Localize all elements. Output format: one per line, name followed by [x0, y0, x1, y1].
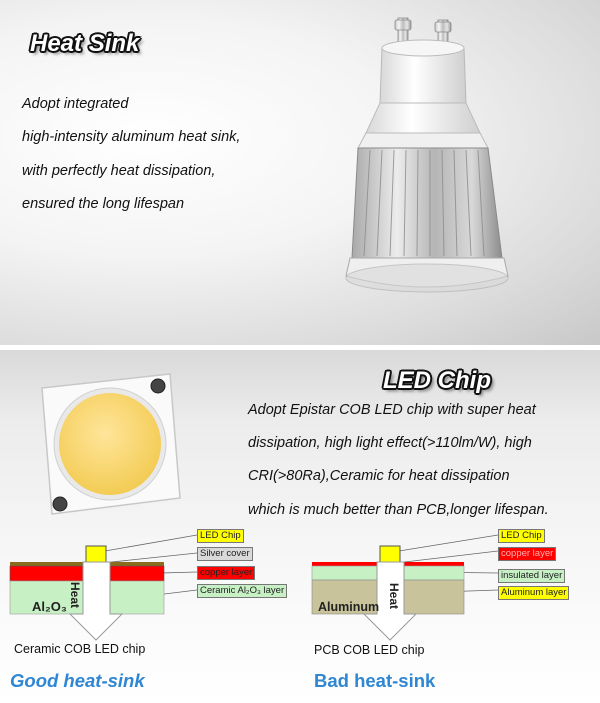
ceramic-label-silver-cover: Silver cover — [197, 547, 253, 561]
heat-sink-title: Heat Sink — [30, 30, 140, 57]
pcb-substrate-label: Aluminum — [318, 600, 380, 614]
heat-sink-line-1: Adopt integrated — [22, 96, 129, 112]
pcb-label-insulated-layer: insulated layer — [498, 569, 565, 583]
heat-sink-line-2: high-intensity aluminum heat sink, — [22, 129, 241, 145]
gu10-bulb-image — [330, 8, 530, 308]
bad-heat-sink-label: Bad heat-sink — [314, 670, 436, 691]
ceramic-substrate-label: Al₂O₃ — [32, 599, 67, 614]
heat-sink-line-3: with perfectly heat dissipation, — [22, 163, 216, 179]
led-chip-line-1: Adopt Epistar COB LED chip with super heat — [248, 402, 536, 418]
led-chip-panel — [0, 350, 600, 703]
pcb-caption: PCB COB LED chip — [314, 643, 425, 657]
ceramic-label-copper-layer: copper layer — [197, 566, 255, 580]
ceramic-caption: Ceramic COB LED chip — [14, 642, 146, 656]
ceramic-label-ceramic-layer: Ceramic Al₂O₃ layer — [197, 584, 287, 598]
led-chip-line-3: CRI(>80Ra),Ceramic for heat dissipation — [248, 468, 510, 484]
pcb-label-aluminum-layer: Aluminum layer — [498, 586, 569, 600]
heat-sink-panel — [0, 0, 600, 345]
led-chip-title: LED Chip — [383, 367, 491, 394]
pcb-label-copper-layer: copper layer — [498, 547, 556, 561]
good-heat-sink-label: Good heat-sink — [10, 670, 145, 691]
ceramic-heat-label: Heat — [68, 582, 82, 609]
pcb-label-led-chip: LED Chip — [498, 529, 545, 543]
heat-sink-line-4: ensured the long lifespan — [22, 196, 185, 212]
ceramic-label-led-chip: LED Chip — [197, 529, 244, 543]
led-chip-line-4: which is much better than PCB,longer lifespan. — [248, 502, 549, 518]
pcb-heat-label: Heat — [387, 583, 401, 610]
led-chip-line-2: dissipation, high light effect(>110lm/W), high — [248, 435, 532, 451]
cob-led-chip-image — [30, 366, 190, 526]
